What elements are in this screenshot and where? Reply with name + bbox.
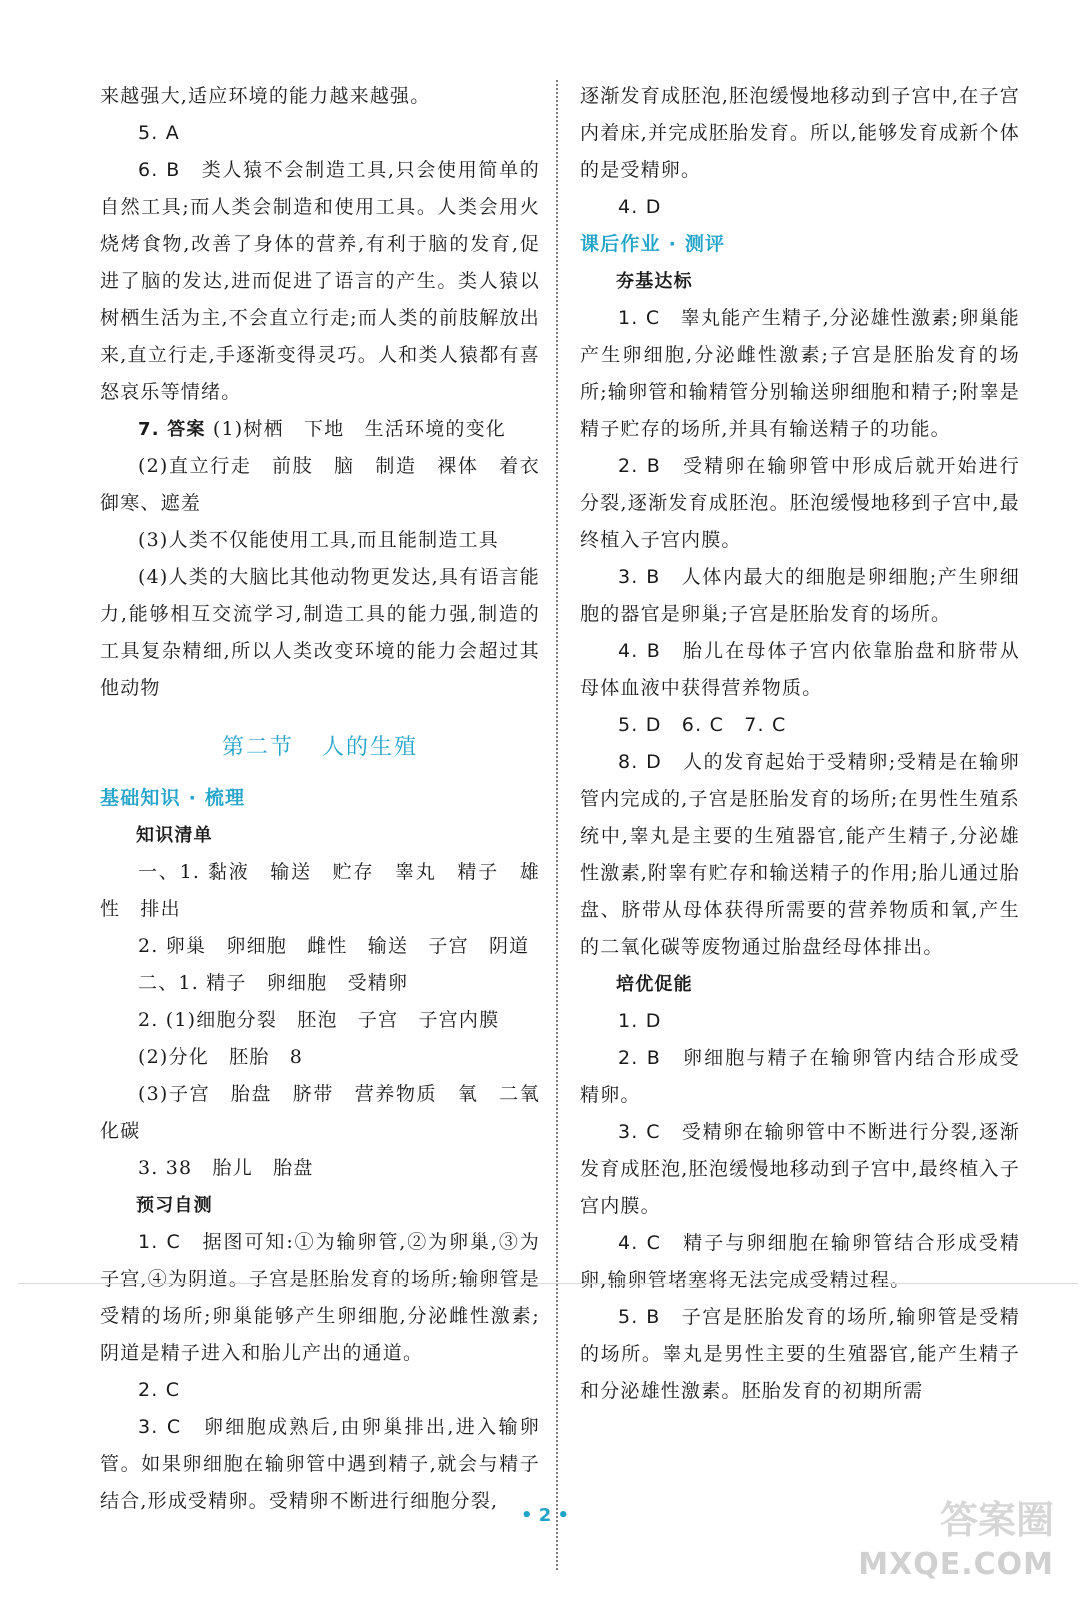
subsection-heading: 培优促能 <box>616 974 693 995</box>
answer-number: 4. D <box>618 196 662 218</box>
answer-explanation: 卵细胞与精子在输卵管内结合形成受精卵。 <box>580 1047 1021 1106</box>
paragraph: 3. 38 胎儿 胎盘 <box>138 1157 314 1179</box>
answer-number: 2. B <box>618 455 661 477</box>
answer-item <box>580 300 1020 448</box>
answer-item <box>580 707 1020 744</box>
subsection-heading: 知识清单 <box>136 825 213 846</box>
answer-item <box>580 633 1020 707</box>
answer-number: 3. B <box>618 566 661 588</box>
answer-number: 1. C <box>138 1231 181 1253</box>
right-column <box>580 78 1020 1410</box>
answer-item <box>580 1225 1020 1299</box>
watermark-url: MXQE.COM <box>858 1547 1054 1582</box>
scan-artifact-line <box>18 1283 1078 1284</box>
answer-item <box>100 1372 540 1409</box>
answer-explanation: 类人猿不会制造工具,只会使用简单的自然工具;而人类会制造和使用工具。人类会用火烧烤食物,改善了身体的营养,有利于脑的发育,促进了脑的发达,进而促进了语言的产生。类人猿以树栖生活为主,不会直立行走;而人类的前肢解放出来,直立行走,手逐渐变得灵巧。人和类人猿都有喜怒哀乐等情绪。 <box>100 159 540 403</box>
answer-number: 1. D <box>618 1010 662 1032</box>
paragraph: (2)直立行走 前肢 脑 制造 裸体 着衣御寒、遮羞 <box>100 455 540 514</box>
answer-item <box>580 1003 1020 1040</box>
answer-explanation: 睾丸能产生精子,分泌雄性激素;卵巢能产生卵细胞,分泌雌性激素;子宫是胚胎发育的场所;输卵管和输精管分别输送卵细胞和精子;附睾是精子贮存的场所,并具有输送精子的功能。 <box>580 307 1021 440</box>
answer-number: 6. B <box>138 159 181 181</box>
paragraph: 一、1. 黏液 输送 贮存 睾丸 精子 雄性 排出 <box>100 861 540 920</box>
answer-item <box>580 1114 1020 1225</box>
answer-item <box>100 152 540 411</box>
answer-number: 5. B <box>618 1306 661 1328</box>
answer-number: 3. C <box>618 1121 661 1143</box>
answer-number: 2. C <box>138 1379 181 1401</box>
answer-explanation: 卵细胞成熟后,由卵巢排出,进入输卵管。如果卵细胞在输卵管中遇到精子,就会与精子结合,形成受精卵。受精卵不断进行细胞分裂, <box>100 1416 541 1512</box>
answer-item <box>580 189 1020 226</box>
page-number: • 2 • <box>520 1505 570 1526</box>
paragraph: (4)人类的大脑比其他动物更发达,具有语言能力,能够相互交流学习,制造工具的能力强,制造的工具复杂精细,所以人类改变环境的能力会超过其他动物 <box>100 566 540 699</box>
chapter-heading <box>100 729 540 766</box>
answer-item <box>100 1409 540 1520</box>
answer-explanation: 精子与卵细胞在输卵管结合形成受精卵,输卵管堵塞将无法完成受精过程。 <box>580 1232 1021 1291</box>
paragraph: 逐渐发育成胚泡,胚泡缓慢地移动到子宫中,在子宫内着床,并完成胚胎发育。所以,能够发育成新个体的是受精卵。 <box>580 85 1020 181</box>
paragraph: 来越强大,适应环境的能力越来越强。 <box>100 85 431 107</box>
answer-explanation: 据图可知:①为输卵管,②为卵巢,③为子宫,④为阴道。子宫是胚胎发育的场所;输卵管是受精的场所;卵巢能够产生卵细胞,分泌雌性激素;阴道是精子进入和胎儿产出的通道。 <box>100 1231 541 1364</box>
answer-explanation: 受精卵在输卵管中不断进行分裂,逐渐发育成胚泡,胚泡缓慢地移动到子宫中,最终植入子宫内膜。 <box>580 1121 1021 1217</box>
column-divider <box>556 80 558 1570</box>
chapter-title: 人的生殖 <box>322 735 419 760</box>
answer-number: 7. 答案 <box>138 419 206 440</box>
answer-item <box>580 559 1020 633</box>
answer-number: 5. D 6. C 7. C <box>618 714 787 736</box>
answer-item <box>580 1299 1020 1410</box>
section-heading: 基础知识 · 梳理 <box>100 787 246 809</box>
answer-item <box>100 411 540 448</box>
subsection-heading: 预习自测 <box>136 1195 213 1216</box>
paragraph: 2. 卵巢 卵细胞 雌性 输送 子宫 阴道 <box>138 935 530 957</box>
answer-explanation: 胎儿在母体子宫内依靠胎盘和脐带从母体血液中获得营养物质。 <box>580 640 1021 699</box>
answer-item <box>580 1040 1020 1114</box>
watermark-logo: 答案圈 <box>939 1498 1054 1542</box>
chapter-number: 第二节 <box>221 735 294 760</box>
paragraph: (3)子宫 胎盘 脐带 营养物质 氧 二氧化碳 <box>100 1083 540 1142</box>
answer-item <box>580 448 1020 559</box>
answer-explanation: (1)树栖 下地 生活环境的变化 <box>212 418 507 440</box>
paragraph: 2. (1)细胞分裂 胚泡 子宫 子宫内膜 <box>138 1009 500 1031</box>
watermark <box>858 1498 1076 1592</box>
paragraph: 二、1. 精子 卵细胞 受精卵 <box>138 972 409 994</box>
answer-number: 4. B <box>618 640 661 662</box>
answer-item <box>580 744 1020 966</box>
answer-number: 5. A <box>138 122 180 144</box>
answer-explanation: 人的发育起始于受精卵;受精是在输卵管内完成的,子宫是胚胎发育的场所;在男性生殖系统中,睾丸是主要的生殖器官,能产生精子,分泌雄性激素,附睾有贮存和输送精子的作用;胎儿通过胎盘、脐带从母体获得所需要的营养物质和氧,产生的二氧化碳等废物通过胎盘经母体排出。 <box>580 751 1020 958</box>
answer-number: 3. C <box>138 1416 182 1438</box>
answer-number: 8. D <box>618 751 662 773</box>
answer-explanation: 子宫是胚胎发育的场所,输卵管是受精的场所。睾丸是男性主要的生殖器官,能产生精子和分泌雄性激素。胚胎发育的初期所需 <box>580 1306 1020 1402</box>
answer-item <box>100 115 540 152</box>
answer-number: 1. C <box>618 307 661 329</box>
answer-explanation: 人体内最大的细胞是卵细胞;产生卵细胞的器官是卵巢;子宫是胚胎发育的场所。 <box>580 566 1020 625</box>
section-heading: 课后作业 · 测评 <box>580 233 726 255</box>
left-column <box>100 78 540 1520</box>
answer-number: 2. B <box>618 1047 661 1069</box>
answer-explanation: 受精卵在输卵管中形成后就开始进行分裂,逐渐发育成胚泡。胚泡缓慢地移到子宫中,最终植入子宫内膜。 <box>580 455 1021 551</box>
subsection-heading: 夯基达标 <box>616 271 693 292</box>
paragraph: (3)人类不仅能使用工具,而且能制造工具 <box>138 529 499 551</box>
paragraph: (2)分化 胚胎 8 <box>138 1046 304 1068</box>
answer-number: 4. C <box>618 1232 662 1254</box>
answer-item <box>100 1224 540 1372</box>
